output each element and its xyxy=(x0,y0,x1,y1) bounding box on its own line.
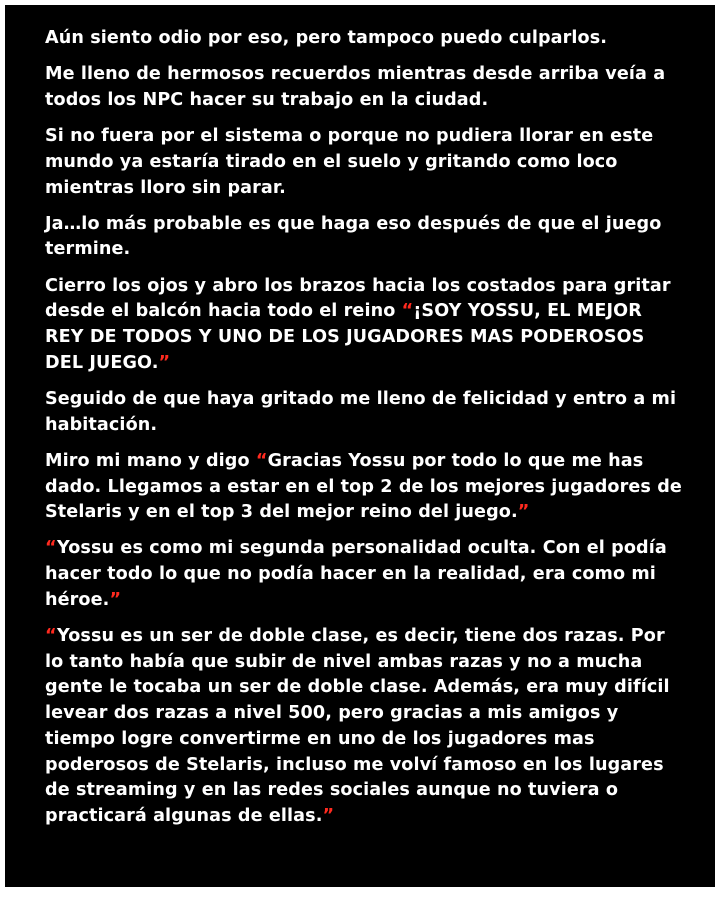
close-quote-mark: ” xyxy=(158,352,171,373)
paragraph-9 xyxy=(45,624,685,830)
paragraph-7 xyxy=(45,449,685,526)
paragraph-2: Me lleno de hermosos recuerdos mientras desde arriba veía a todos los NPC hacer su trabajo en la ciudad. xyxy=(45,64,666,110)
open-quote-mark: “ xyxy=(255,450,268,471)
paragraph-6: Seguido de que haya gritado me lleno de felicidad y entro a mi habitación. xyxy=(45,388,677,435)
paragraph-8 xyxy=(45,536,685,613)
close-quote-mark: ” xyxy=(109,589,122,610)
narration-text: Cierro los ojos y abro los brazos hacia los costados para gritar desde el balcón hacia todo el reino xyxy=(45,275,671,322)
paragraph-1: Aún siento odio por eso, pero tampoco puedo culparlos. xyxy=(45,28,608,48)
dialogue-text: Gracias Yossu por todo lo que me has dado. Llegamos a estar en el top 2 de los mejores jugadores de Stelaris y en el top 3 del mejor reino del juego. xyxy=(45,450,682,523)
narration-text: Miro mi mano y digo xyxy=(45,450,256,471)
open-quote-mark: “ xyxy=(45,538,57,559)
paragraph-3: Si no fuera por el sistema o porque no pudiera llorar en este mundo ya estaría tirado en el suelo y gritando como loco mientras lloro sin parar. xyxy=(45,126,654,198)
open-quote-mark: “ xyxy=(401,301,414,322)
dialogue-text: ¡SOY YOSSU, EL MEJOR REY DE TODOS Y UNO DE LOS JUGADORES MAS PODEROSOS DEL JUEGO. xyxy=(45,301,645,373)
close-quote-mark: ” xyxy=(517,502,530,523)
story-page xyxy=(5,5,715,887)
dialogue-text: Yossu es un ser de doble clase, es decir, tiene dos razas. Por lo tanto había que subir de nivel ambas razas y no a mucha gente le tocaba un ser de doble clase. Además, era muy difícil levear dos razas a nivel 500, pero gracias a mis amigos y tiempo logre convertirme en uno de los jugadores mas poderosos de Stelaris, incluso me volví famoso en los lugares de streaming y en las redes sociales aunque no tuviera o practicará algunas de ellas. xyxy=(45,626,670,826)
paragraph-4: Ja…lo más probable es que haga eso después de que el juego termine. xyxy=(45,213,662,260)
paragraph-5 xyxy=(45,274,685,377)
close-quote-mark: ” xyxy=(322,805,335,826)
open-quote-mark: “ xyxy=(45,626,57,647)
dialogue-text: Yossu es como mi segunda personalidad oculta. Con el podía hacer todo lo que no podía hacer en la realidad, era como mi héroe. xyxy=(45,538,667,610)
